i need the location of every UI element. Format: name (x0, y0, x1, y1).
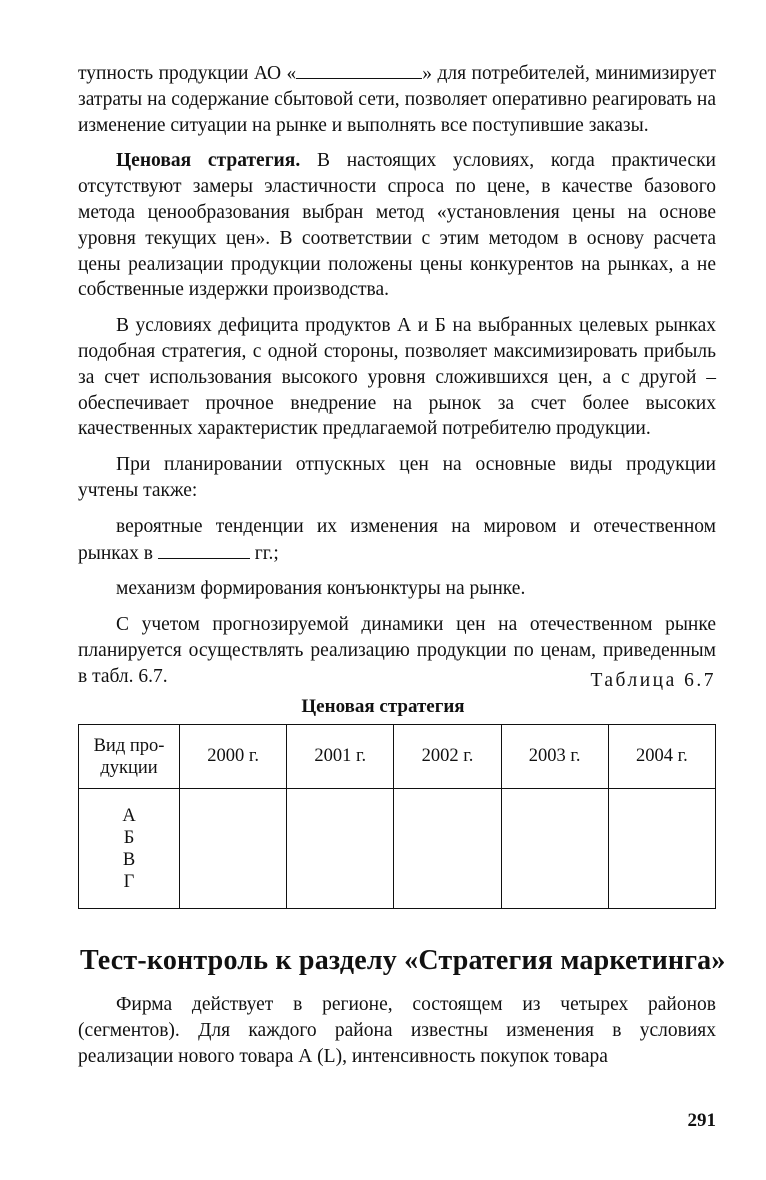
header-product-type-line1: Вид про- (93, 735, 165, 756)
paragraph-5-end: гг.; (249, 542, 279, 564)
header-year-2001: 2001 г. (287, 725, 394, 789)
body-text-bottom (78, 992, 716, 1069)
price-strategy-text: В настоящих условиях, когда практически отсутствуют замеры эластичности спроса по цене, в качестве базового метода ценообразования выбран метод «установления цены на основе уровня текущих цен». В соответствии с этим методом в основу расчета цены реализации продукции положены цены конкурентов на рынках, а не собственные издержки производства. (78, 150, 716, 301)
header-year-2000: 2000 г. (180, 725, 287, 789)
header-year-2003: 2003 г. (501, 725, 608, 789)
table-number-label: Таблица 6.7 (590, 670, 716, 691)
paragraph-1-end: » для потребителей, минимизирует затраты на содержание сбытовой сети, позволяет оперативно реагировать на изменение ситуации на рынке и выполнять все поступившие заказы. (78, 63, 716, 136)
header-year-2002: 2002 г. (394, 725, 501, 789)
price-strategy-lead: Ценовая стратегия. (116, 150, 301, 172)
products-cell (79, 789, 180, 909)
page-number: 291 (687, 1110, 716, 1131)
product-label: В (122, 849, 136, 870)
fill-in-blank-years (158, 540, 250, 559)
paragraph-5 (78, 514, 716, 567)
header-product-type (79, 725, 180, 789)
paragraph-6: механизм формирования конъюнктуры на рынке. (116, 578, 526, 600)
table-row (79, 789, 716, 909)
paragraph-3: В условиях дефицита продуктов А и Б на выбранных целевых рынках подобная стратегия, с одной стороны, позволяет максимизировать прибыль за счет использования высокого уровня сложившихся цен, а с другой – обеспечивает прочное внедрение на рынок за счет более высоких качественных характеристик предлагаемой потребителю продукции. (78, 315, 716, 440)
empty-cell-2001 (287, 789, 394, 909)
paragraph-5-start: вероятные тенденции их изменения на мировом и отечественном рынках в (78, 515, 716, 564)
body-text-top (78, 60, 716, 690)
paragraph-7: С учетом прогнозируемой динамики цен на отечественном рынке планируется осуществлять реализацию продукции по ценам, приведенным в табл. 6.7. (78, 614, 716, 687)
fill-in-blank-company (296, 60, 422, 79)
price-strategy-table (78, 724, 716, 909)
product-label: Г (123, 871, 135, 892)
table-header-row (79, 725, 716, 789)
header-year-2004: 2004 г. (608, 725, 715, 789)
table-title: Ценовая стратегия (301, 696, 465, 717)
paragraph-1 (78, 60, 716, 138)
product-label: А (122, 805, 136, 826)
empty-cell-2002 (394, 789, 501, 909)
empty-cell-2000 (180, 789, 287, 909)
section-heading: Тест-контроль к разделу «Стратегия маркетинга» (80, 945, 726, 976)
header-product-type-line2: дукции (100, 757, 158, 778)
product-label: Б (123, 827, 135, 848)
paragraph-4: При планировании отпускных цен на основные виды продукции учтены также: (78, 454, 716, 501)
last-paragraph: Фирма действует в регионе, состоящем из четырех районов (сегментов). Для каждого района известны изменения в условиях реализации нового товара А (L), интенсивность покупок товара (78, 994, 716, 1067)
empty-cell-2003 (501, 789, 608, 909)
paragraph-price-strategy (78, 148, 716, 303)
paragraph-1-start: тупность продукции АО « (78, 63, 297, 84)
empty-cell-2004 (608, 789, 715, 909)
